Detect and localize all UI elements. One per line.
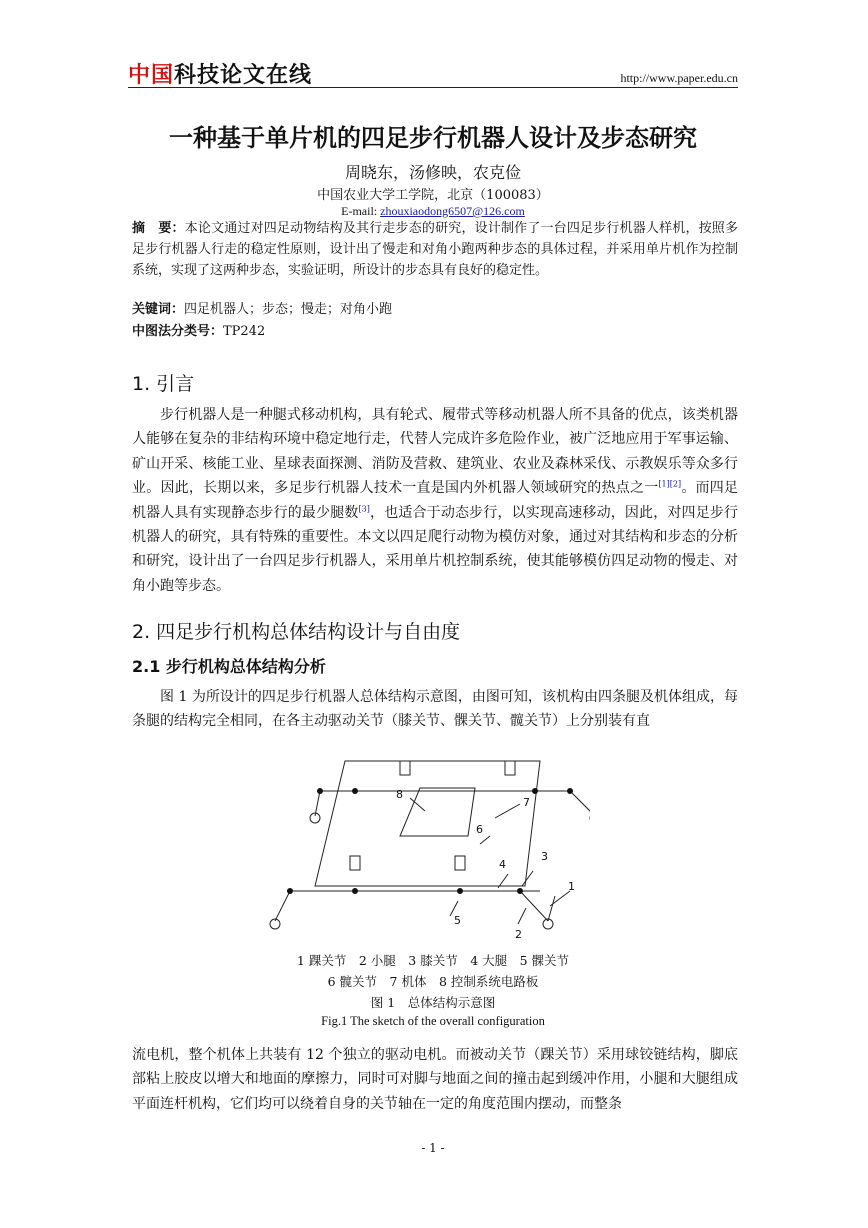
fig-label-4: 4 [499, 858, 506, 871]
citation-1-2[interactable]: [1][2] [658, 479, 682, 489]
section-2-paragraph: 图 1 为所设计的四足步行机器人总体结构示意图，由图可知，该机构由四条腿及机体组成，每条腿的结构完全相同，在各主动驱动关节（膝关节、髁关节、髋关节）上分别装有直 [132, 689, 738, 730]
sec1-text-c: ，也适合于动态步行，以实现高速移动，因此，对四足步行机器人的研究，具有特殊的重要性。本文以四足爬行动物为模仿对象，通过对其结构和步态的分析和研究，设计出了一台四足步行机器人，采用单片机控制系统，使其能够模仿四足动物的慢走、对角小跑等步态。 [132, 504, 739, 594]
site-logo [128, 58, 312, 89]
abstract-label: 摘 要： [132, 221, 185, 236]
citation-3[interactable]: [3] [358, 503, 370, 513]
fig-label-2: 2 [515, 928, 522, 941]
fig-label-3: 3 [541, 850, 548, 863]
abstract-text: 本论文通过对四足动物结构及其行走步态的研究，设计制作了一台四足步行机器人样机，按照多足步行机器人行走的稳定性原则，设计出了慢走和对角小跑两种步态的具体过程，并采用单片机作为控制系统，实现了这两种步态，实验证明，所设计的步态具有良好的稳定性。 [132, 221, 738, 278]
keywords [132, 299, 738, 320]
page-number: - 1 - [421, 1141, 445, 1155]
clc-label: 中图法分类号： [132, 324, 224, 339]
subsection-2-1-heading: 2.1 步行机构总体结构分析 [132, 657, 326, 676]
section-1-paragraph [132, 403, 738, 598]
affiliation: 中国农业大学工学院，北京（100083） [317, 188, 549, 203]
logo-part-black: 科技论文在线 [174, 63, 313, 88]
fig-label-8: 8 [396, 788, 403, 801]
sec1-text-b: 。而四足机器人具有实现静态步行的最少腿数 [132, 480, 739, 521]
keywords-text: 四足机器人；步态；慢走；对角小跑 [184, 302, 393, 317]
paper-title: 一种基于单片机的四足步行机器人设计及步态研究 [169, 124, 697, 152]
sec1-text-a: 步行机器人是一种腿式移动机构，具有轮式、履带式等移动机器人所不具备的优点，该类机器人能够在复杂的非结构环境中稳定地行走，代替人完成许多危险作业，被广泛地应用于军事运输、矿山开采、核能工业、星球表面探测、消防及营救、建筑业、农业及森林采伐、示教娱乐等众多行业。因此，长期以来，多足步行机器人技术一直是国内外机器人领域研究的热点之一 [132, 407, 738, 497]
clc-text: TP242 [223, 324, 266, 339]
logo-part-red: 中国 [128, 63, 175, 88]
robot-structure-figure [250, 756, 590, 946]
fig-label-6: 6 [476, 823, 483, 836]
continuation-paragraph: 流电机，整个机体上共装有 12 个独立的驱动电机。而被动关节（踝关节）采用球铰链结构，脚底部粘上胶皮以增大和地面的摩擦力，同时可对脚与地面之间的撞击起到缓冲作用，小腿和大腿组成平面连杆机构，它们均可以绕着自身的关节轴在一定的角度范围内摆动，而整条 [132, 1047, 738, 1112]
fig-label-1: 1 [568, 880, 575, 893]
email-link[interactable]: zhouxiaodong6507@126.com [380, 204, 525, 218]
figure-caption-cn: 图 1 总体结构示意图 [370, 995, 496, 1010]
email-label: E-mail: [341, 204, 381, 218]
clc-number [132, 321, 738, 342]
email-line [128, 204, 738, 219]
header-url[interactable]: http://www.paper.edu.cn [620, 71, 738, 85]
section-2-heading: 2. 四足步行机构总体结构设计与自由度 [132, 621, 461, 643]
keywords-label: 关键词： [132, 302, 185, 317]
figure-legend-line-1: 1 踝关节 2 小腿 3 膝关节 4 大腿 5 髁关节 [296, 953, 570, 968]
figure-caption-en: Fig.1 The sketch of the overall configuration [321, 1014, 545, 1028]
header-rule [128, 87, 738, 88]
fig-label-5: 5 [454, 914, 461, 927]
abstract [132, 218, 738, 281]
authors: 周晓东，汤修映，农克俭 [344, 163, 521, 182]
section-1-heading: 1. 引言 [132, 373, 195, 395]
robot-body-outline [315, 761, 540, 886]
figure-legend-line-2: 6 髋关节 7 机体 8 控制系统电路板 [327, 974, 539, 989]
fig-label-7: 7 [523, 796, 530, 809]
circuit-board-outline [400, 788, 475, 836]
